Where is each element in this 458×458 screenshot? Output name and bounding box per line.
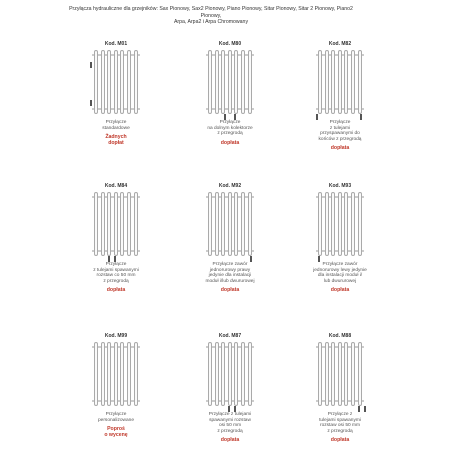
radiator-tube	[344, 192, 348, 256]
radiator-tube	[101, 50, 105, 114]
radiator-tube	[114, 342, 118, 406]
connection-code: Kod. M80	[218, 41, 242, 47]
connection-description: Przyłącze na dolnym kolektorze z przegrodą	[207, 120, 253, 137]
connection-description: Przyłącze zawór jednorurowy prawy jedynie dla instalacji moduł i/lub dwururowej	[205, 262, 255, 284]
radiator-tube	[234, 50, 238, 114]
pipe-connector	[234, 114, 236, 120]
radiator-tube	[234, 192, 238, 256]
radiator-tube	[248, 192, 252, 256]
radiator-illustration	[204, 190, 256, 258]
radiator-tube	[94, 50, 98, 114]
pipe-connector	[358, 406, 360, 412]
radiator-tube	[358, 342, 362, 406]
radiator-tube	[248, 50, 252, 114]
radiator-tube	[221, 192, 225, 256]
connection-card-m82	[290, 40, 390, 151]
connection-code: Kod. M92	[218, 183, 242, 189]
radiator-tube	[351, 342, 355, 406]
radiator-illustration	[314, 340, 366, 408]
radiator-tube	[351, 50, 355, 114]
connection-price: Żadnych dopłat	[105, 134, 127, 147]
connection-price: dopłata	[220, 437, 240, 444]
radiator-tube	[221, 50, 225, 114]
connection-card-m01	[66, 40, 166, 146]
radiator-tube	[208, 50, 212, 114]
pipe-connector	[318, 256, 320, 262]
connection-card-m99	[66, 332, 166, 438]
radiator-tube	[228, 192, 232, 256]
pipe-connector	[228, 406, 230, 412]
radiator-tube	[134, 192, 138, 256]
radiator-tube	[134, 342, 138, 406]
radiator-tube	[134, 50, 138, 114]
pipe-connector	[90, 62, 92, 68]
radiator-illustration	[314, 190, 366, 258]
radiator-tube	[248, 342, 252, 406]
radiator-tube	[344, 342, 348, 406]
radiator-tube	[107, 50, 111, 114]
pipe-connector	[114, 256, 116, 262]
connection-description: Przyłącze z tulejami spawanymi rozstaw osi 50 mm z przegrodą	[319, 412, 361, 434]
radiator-tube	[318, 342, 322, 406]
connection-description: Przyłącze z tulejami spawanymi rozstaw co 50 mm z przegrodą	[93, 262, 139, 284]
connection-price: dopłata	[106, 287, 126, 294]
radiator-tube	[101, 192, 105, 256]
radiator-tube	[338, 50, 342, 114]
radiator-tube	[358, 192, 362, 256]
radiator-tube	[215, 192, 219, 256]
radiator-tube	[120, 342, 124, 406]
connection-price: dopłata	[330, 145, 350, 152]
radiator-tube	[325, 50, 329, 114]
radiator-tube	[101, 342, 105, 406]
radiator-illustration	[90, 340, 142, 408]
radiator-tube	[351, 192, 355, 256]
radiator-illustration	[204, 340, 256, 408]
radiator-tube	[221, 342, 225, 406]
pipe-connector	[364, 406, 366, 412]
radiator-tube	[331, 342, 335, 406]
radiator-tube	[208, 342, 212, 406]
pipe-connector	[316, 114, 318, 120]
connection-card-m87	[180, 332, 280, 443]
pipe-connector	[90, 100, 92, 106]
radiator-tube	[325, 192, 329, 256]
radiator-tube	[325, 342, 329, 406]
radiator-tube	[107, 342, 111, 406]
connection-code: Kod. M99	[104, 333, 128, 339]
connection-description: Przyłącze standardowe	[102, 120, 130, 131]
radiator-illustration	[90, 190, 142, 258]
header-line-2: Arpa, Arpa2 i Arpa Chromowany	[173, 19, 249, 26]
pipe-connector	[250, 256, 252, 262]
radiator-tube	[120, 192, 124, 256]
connection-description: Przyłącze zawór jednorurowy lewy jedynie dla instalacji moduł i/ lub dwururowej	[313, 262, 367, 284]
connection-description: Przyłącze z tulejami przyspawanymi do końców z przegrodą	[318, 120, 362, 142]
connection-code: Kod. M87	[218, 333, 242, 339]
radiator-tube	[358, 50, 362, 114]
connection-card-m80	[180, 40, 280, 146]
radiator-tube	[94, 342, 98, 406]
radiator-tube	[127, 50, 131, 114]
radiator-tube	[241, 342, 245, 406]
radiator-tube	[107, 192, 111, 256]
connection-price: dopłata	[330, 437, 350, 444]
connection-description: Przyłącze personalizowane	[97, 412, 134, 423]
pipe-connector	[234, 406, 236, 412]
connection-price: dopłata	[220, 287, 240, 294]
pipe-connector	[108, 256, 110, 262]
connection-code: Kod. M93	[328, 183, 352, 189]
radiator-tube	[338, 192, 342, 256]
connection-price: Poproś o wycenę	[104, 426, 128, 439]
radiator-tube	[331, 192, 335, 256]
connection-price: dopłata	[330, 287, 350, 294]
header-line-1: Przyłącza hydrauliczne dla grzejników: Sax Pionowy, Sax2 Pionowy, Piano Pionowy, Sitar Pionowy, Sitar 2 Pionowy, Piano2 Pionowy,	[69, 6, 353, 19]
radiator-illustration	[314, 48, 366, 116]
radiator-tube	[241, 50, 245, 114]
radiator-tube	[318, 50, 322, 114]
radiator-tube	[234, 342, 238, 406]
radiator-tube	[114, 192, 118, 256]
radiator-tube	[208, 192, 212, 256]
connection-card-m84	[66, 182, 166, 293]
connection-code: Kod. M82	[328, 41, 352, 47]
radiator-tube	[215, 342, 219, 406]
connection-code: Kod. M01	[104, 41, 128, 47]
radiator-tube	[127, 342, 131, 406]
radiator-tube	[94, 192, 98, 256]
radiator-illustration	[90, 48, 142, 116]
pipe-connector	[360, 114, 362, 120]
radiator-tube	[114, 50, 118, 114]
radiator-tube	[318, 192, 322, 256]
connection-price: dopłata	[220, 139, 240, 146]
radiator-tube	[241, 192, 245, 256]
connection-card-m92	[180, 182, 280, 293]
pipe-connector	[224, 114, 226, 120]
radiator-tube	[228, 50, 232, 114]
radiator-tube	[228, 342, 232, 406]
connection-card-m93	[290, 182, 390, 293]
radiator-tube	[338, 342, 342, 406]
connection-code: Kod. M84	[104, 183, 128, 189]
radiator-tube	[331, 50, 335, 114]
radiator-tube	[215, 50, 219, 114]
radiator-tube	[120, 50, 124, 114]
radiator-illustration	[204, 48, 256, 116]
connection-description: Przyłącze z tulejami spawanymi rozstaw osi 50 mm z przegrodą	[208, 412, 252, 434]
connection-code: Kod. M88	[328, 333, 352, 339]
radiator-tube	[344, 50, 348, 114]
connection-card-m88	[290, 332, 390, 443]
radiator-tube	[127, 192, 131, 256]
